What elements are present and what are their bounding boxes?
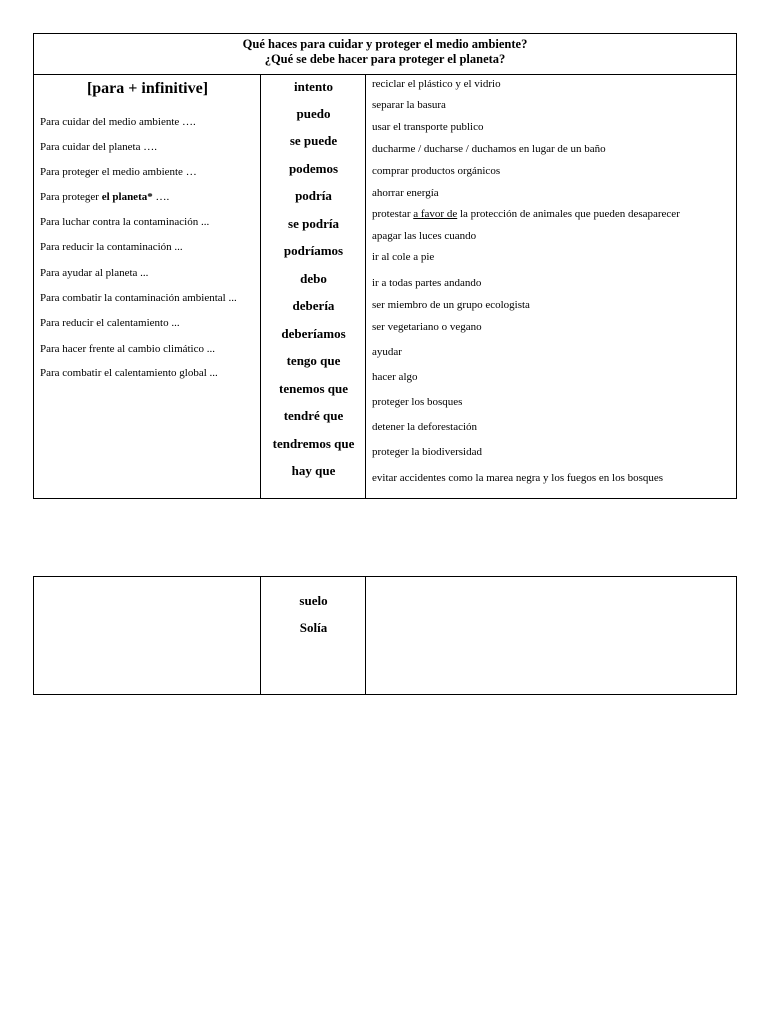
purpose-phrase: Para cuidar del medio ambiente ….	[40, 116, 196, 128]
action-item: ser vegetariano o vegano	[372, 321, 482, 333]
habit-verb-column	[261, 577, 366, 694]
purpose-phrase: Para reducir el calentamiento ...	[40, 317, 180, 329]
verb-item: tengo que	[286, 353, 341, 368]
action-item: apagar las luces cuando	[372, 230, 477, 242]
action-part: protestar	[372, 208, 414, 220]
verb-item: se podría	[288, 216, 339, 231]
purpose-phrase: Para reducir la contaminación ...	[40, 241, 183, 253]
verb-item: tenemos que	[279, 381, 348, 396]
purpose-phrase: Para combatir la contaminación ambiental ...	[40, 292, 237, 304]
purpose-phrase-planeta	[40, 191, 169, 203]
verb-item: podríamos	[283, 243, 344, 258]
action-item: proteger la biodiversidad	[372, 446, 482, 458]
purpose-heading: [para + infinitive]	[86, 80, 209, 97]
vocabulary-table	[33, 33, 737, 499]
purpose-phrase: Para hacer frente al cambio climático ...	[40, 343, 215, 355]
verb-column	[261, 75, 366, 498]
action-item: evitar accidentes como la marea negra y los fuegos en los bosques	[372, 472, 664, 484]
purpose-phrase: Para ayudar al planeta ...	[40, 267, 149, 279]
verb-item: se puede	[289, 133, 338, 148]
purpose-phrase: Para combatir el calentamiento global ...	[40, 367, 218, 379]
verb-item: hay que	[291, 463, 336, 478]
action-item: ser miembro de un grupo ecologista	[372, 299, 530, 311]
title-line-1: Qué haces para cuidar y proteger el medio ambiente?	[242, 37, 528, 51]
verb-item: podemos	[288, 161, 339, 176]
purpose-phrase: Para proteger el medio ambiente …	[40, 166, 197, 178]
verb-item: debería	[292, 298, 335, 313]
action-item: usar el transporte publico	[372, 121, 484, 133]
phrase-part: Para proteger	[40, 191, 102, 203]
verb-item: podría	[295, 188, 332, 203]
verb-item: tendremos que	[272, 436, 355, 451]
verb-item: Solía	[299, 620, 328, 635]
habit-action-column	[366, 577, 736, 694]
phrase-bold-part: el planeta*	[101, 191, 153, 203]
action-item: reciclar el plástico y el vidrio	[372, 78, 501, 90]
verb-item: intento	[294, 79, 333, 94]
action-item: ayudar	[372, 346, 402, 358]
action-item: ducharme / ducharse / duchamos en lugar de un baño	[372, 143, 606, 155]
action-item: detener la deforestación	[372, 421, 478, 433]
habit-table	[33, 576, 737, 695]
action-item: ahorrar energía	[372, 187, 439, 199]
habit-purpose-column	[34, 577, 261, 694]
verb-item: suelo	[299, 593, 328, 608]
verb-item: tendré que	[283, 408, 344, 423]
purpose-phrase: Para luchar contra la contaminación ...	[40, 216, 210, 228]
action-part: la protección de animales que pueden desaparecer	[457, 208, 680, 220]
purpose-column	[34, 75, 261, 498]
action-item: proteger los bosques	[372, 396, 463, 408]
table-title	[34, 34, 736, 75]
action-item: separar la basura	[372, 99, 446, 111]
action-item-protestar	[372, 208, 680, 220]
action-item: ir al cole a pie	[372, 251, 435, 263]
action-item: comprar productos orgánicos	[372, 165, 501, 177]
action-column	[366, 75, 736, 498]
action-item: ir a todas partes andando	[372, 277, 482, 289]
purpose-phrase: Para cuidar del planeta ….	[40, 141, 157, 153]
verb-item: puedo	[296, 106, 331, 121]
title-line-2: ¿Qué se debe hacer para proteger el planeta?	[264, 52, 506, 66]
action-item: hacer algo	[372, 371, 418, 383]
phrase-part: ….	[152, 191, 170, 203]
action-underlined-part: a favor de	[413, 208, 458, 220]
verb-item: deberíamos	[281, 326, 346, 341]
verb-item: debo	[300, 271, 327, 286]
